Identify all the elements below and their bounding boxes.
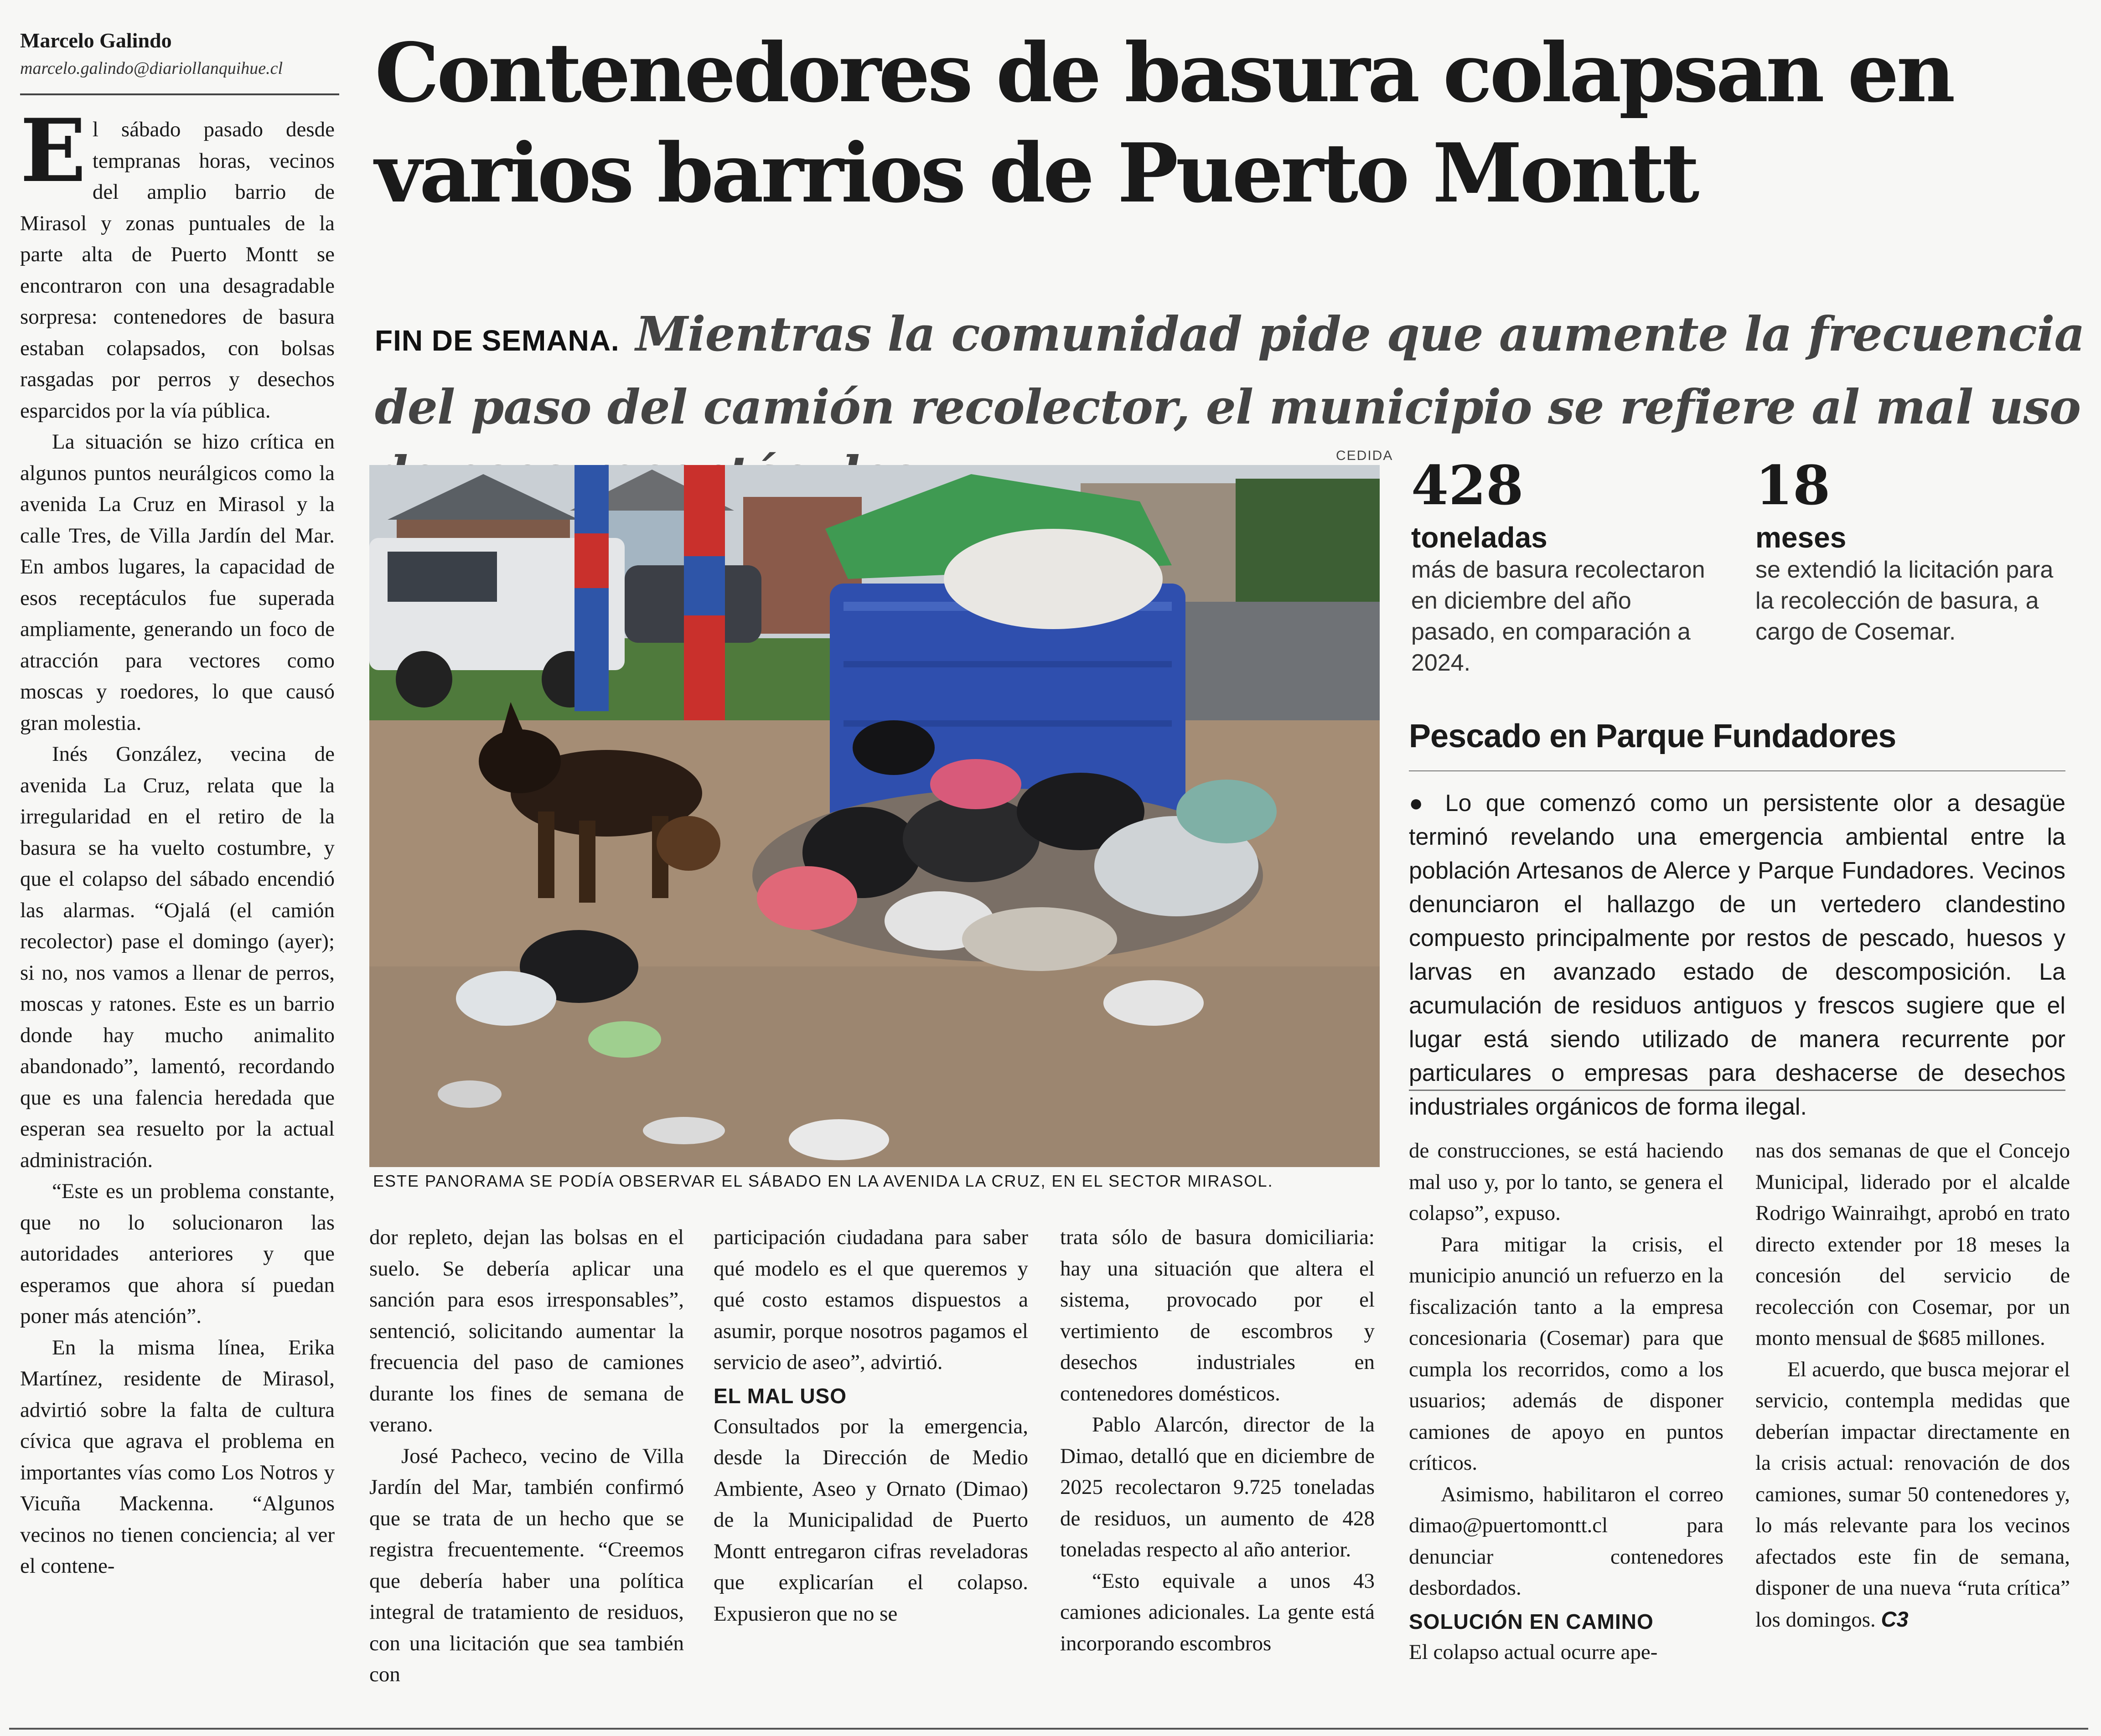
page-bottom-rule <box>9 1728 2088 1730</box>
subheading: SOLUCIÓN EN CAMINO <box>1409 1609 1654 1633</box>
byline-divider <box>20 93 339 95</box>
end-mark-icon: C3 <box>1881 1607 1909 1631</box>
stat-block-1 <box>1411 456 1730 678</box>
article-column-6 <box>1755 1135 2070 1635</box>
sidebar-divider <box>1409 770 2065 771</box>
article-column-3 <box>714 1222 1028 1629</box>
byline-email: marcelo.galindo@diariollanquihue.cl <box>20 59 283 78</box>
sidebar-title: Pescado en Parque Fundadores <box>1409 718 1896 754</box>
paragraph: La situación se hizo crítica en algunos puntos neurálgicos como la avenida La Cruz en Mirasol y la calle Tres, de Villa Jardín del Mar. En ambos lugares, la capacidad de esos receptáculos fue superada ampliamente, generando un foco de atracción para vectores como moscas y roedores, lo que causó gran molestia. <box>20 430 335 735</box>
paragraph: “Este es un problema constante, que no lo solucionaron las autoridades anteriores y que esperamos que ahora sí puedan poner más atención”. <box>20 1179 335 1328</box>
sidebar-body: ● Lo que comenzó como un persistente olor a desagüe terminó revelando una emergencia ambiental entre la población Artesanos de Alerce y Parque Fundadores. Vecinos denunciaron el hallazgo de un vertedero clandestino compuesto principalmente por restos de pescado, huesos y larvas en avanzado estado de descomposición. La acumulación de residuos antiguos y frescos sugiere que el lugar está siendo utilizado de manera recurrente por particulares o empresas para deshacerse de desechos industriales orgánicos de forma ilegal. <box>1409 790 2065 1120</box>
stat-block-2 <box>1755 456 2075 647</box>
paragraph: trata sólo de basura domiciliaria: hay una situación que altera el sistema, provocado por el vertimiento de escombros y desechos industriales en contenedores domésticos. <box>1060 1225 1375 1405</box>
kicker-label: FIN DE SEMANA. <box>375 324 620 357</box>
stat-unit: meses <box>1755 521 1847 554</box>
paragraph: Para mitigar la crisis, el municipio anunció un refuerzo en la fiscalización tanto a la empresa concesionaria (Cosemar) para que cumpla los recorridos, como a los usuarios; además de disponer camiones de apoyo en puntos críticos. <box>1409 1232 1723 1475</box>
stat-unit: toneladas <box>1411 521 1547 554</box>
paragraph: Consultados por la emergencia, desde la Dirección de Medio Ambiente, Aseo y Ornato (Dimao) de la Municipalidad de Puerto Montt entregaron cifras reveladoras que explicarían el colapso. Expusieron que no se <box>714 1414 1028 1626</box>
stat-description: se extendió la licitación para la recolección de basura, a cargo de Cosemar. <box>1755 557 2054 645</box>
stat-description: más de basura recolectaron en diciembre del año pasado, en comparación a 2024. <box>1411 557 1705 676</box>
photo-credit: CEDIDA <box>1336 448 1393 463</box>
sidebar-bottom-divider <box>1409 1090 2065 1091</box>
article-column-2 <box>369 1222 684 1690</box>
paragraph: El acuerdo, que busca mejorar el servicio, contempla medidas que deberían impactar directamente en la crisis actual: renovación de dos camiones, sumar 50 contenedores y, lo más relevante para los vecinos afectados este fin de semana, disponer de una nueva “ruta crítica” los domingos. C3 <box>1755 1357 2070 1632</box>
bullet-icon: ● <box>1409 790 1445 816</box>
subheading: EL MAL USO <box>714 1384 847 1408</box>
headline: Contenedores de basura colapsan en varios barrios de Puerto Montt <box>375 25 1953 221</box>
dropcap: E <box>20 100 86 202</box>
kicker-text: Mientras la comunidad pide que aumente la frecuencia del paso del camión recolector, el municipio se refiere al mal uso <box>375 306 2085 435</box>
article-column-4 <box>1060 1222 1375 1659</box>
stat-number: 18 <box>1755 454 1831 517</box>
news-photo <box>369 465 1380 1167</box>
stat-number: 428 <box>1411 454 1524 517</box>
paragraph: Pablo Alarcón, director de la Dimao, detalló que en diciembre de 2025 recolectaron 9.725 toneladas de residuos, un aumento de 428 toneladas respecto al año anterior. <box>1060 1413 1375 1561</box>
paragraph: El colapso actual ocurre ape- <box>1409 1640 1658 1664</box>
paragraph: José Pacheco, vecino de Villa Jardín del Mar, también confirmó que se trata de un hecho que se registra frecuentemente. “Creemos que debería haber una política integral de tratamiento de residuos, con una licitación que sea también con <box>369 1444 684 1686</box>
paragraph: de construcciones, se está haciendo mal uso y, por lo tanto, se genera el colapso”, expuso. <box>1409 1139 1723 1225</box>
article-column-1 <box>20 100 335 1582</box>
paragraph: dor repleto, dejan las bolsas en el suelo. Se debería aplicar una sanción para esos irresponsables”, sentenció, solicitando aumentar la frecuencia del paso de camiones durante los fines de semana de verano. <box>369 1225 684 1436</box>
paragraph: Inés González, vecina de avenida La Cruz, relata que la irregularidad en el retiro de la basura se ha vuelto costumbre, y que el colapso del sábado encendió las alarmas. “Ojalá (el camión recolector) pase el domingo (ayer); si no, nos vamos a llenar de perros, moscas y ratones. Este es un barrio donde hay mucho animalito abandonado”, lamentó, recordando que es una falencia heredada que esperan sea resuelto por la actual administración. <box>20 742 335 1172</box>
paragraph: “Esto equivale a unos 43 camiones adicionales. La gente está incorporando escombros <box>1060 1569 1375 1655</box>
paragraph: l sábado pasado desde tempranas horas, vecinos del amplio barrio de Mirasol y zonas puntuales de la parte alta de Puerto Montt se encontraron con una desagradable sorpresa: contenedores de basura estaban colapsados, con bolsas rasgadas por perros y desechos esparcidos por la vía pública. <box>20 118 335 423</box>
paragraph: nas dos semanas de que el Concejo Municipal, liderado por el alcalde Rodrigo Wainraihgt, aprobó en trato directo extender por 18 meses la concesión del servicio de recolección con Cosemar, por un monto mensual de $685 millones. <box>1755 1139 2070 1350</box>
paragraph: Asimismo, habilitaron el correo dimao@puertomontt.cl para denunciar contenedores desbordados. <box>1409 1482 1723 1600</box>
paragraph: participación ciudadana para saber qué modelo es el que queremos y qué costo estamos dispuestos a asumir, porque nosotros pagamos el servicio de aseo”, advirtió. <box>714 1225 1028 1374</box>
photo-caption: ESTE PANORAMA SE PODÍA OBSERVAR EL SÁBADO EN LA AVENIDA LA CRUZ, EN EL SECTOR MIRASOL. <box>373 1172 1273 1190</box>
byline-author: Marcelo Galindo <box>20 29 172 52</box>
paragraph: En la misma línea, Erika Martínez, residente de Mirasol, advirtió sobre la falta de cultura cívica que agrava el problema en importantes vías como Los Notros y Vicuña Mackenna. “Algunos vecinos no tienen conciencia; al ver el contene- <box>20 1335 335 1578</box>
article-column-5 <box>1409 1135 1723 1668</box>
